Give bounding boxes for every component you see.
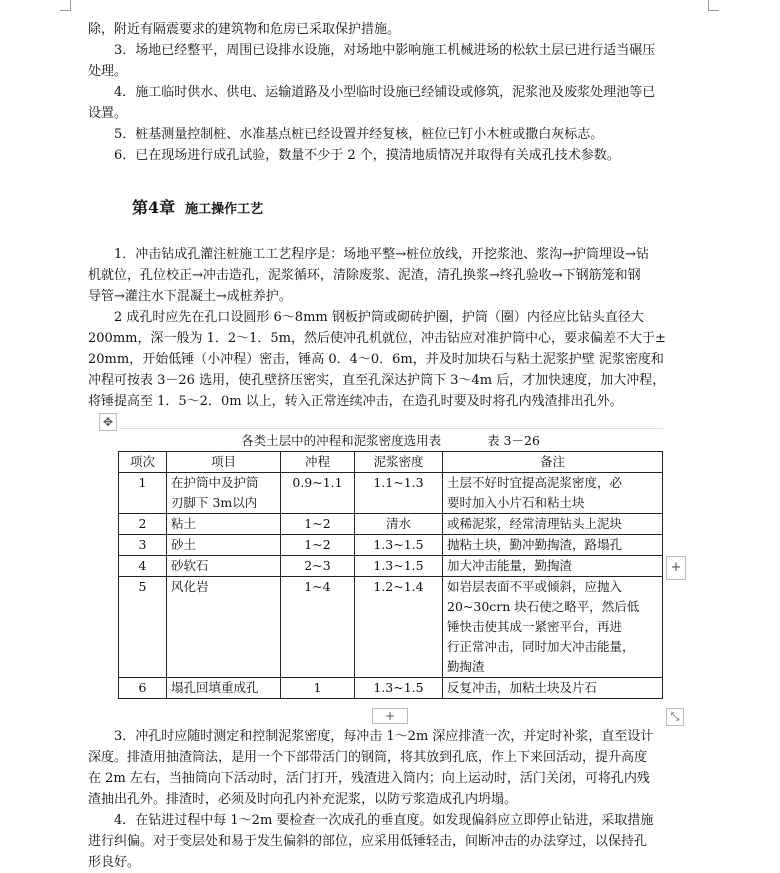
paragraph-line: 渣抽出孔外。排渣时，必须及时向孔内补充泥浆，以防亏浆造成孔内坍塌。 (88, 792, 518, 807)
header-cell: 备注 (443, 452, 663, 473)
table-row (119, 556, 663, 577)
cell-stroke: 0.9~1.1 (281, 473, 355, 514)
header-cell: 泥浆密度 (355, 452, 443, 473)
table-header-row (119, 452, 663, 473)
cell-note: 土层不好时宜提高泥浆密度，必 要时加入小片石和粘土块 (443, 473, 663, 514)
header-cell: 项次 (119, 452, 167, 473)
paragraph-line: 1．冲击钻成孔灌注桩施工工艺程序是：场地平整→桩位放线，开挖浆池、浆沟→护筒埋设→钻 (88, 247, 649, 262)
cell-item: 在护筒中及护筒 刃脚下 3m以内 (167, 473, 281, 514)
add-row-plus-icon[interactable]: + (372, 708, 408, 724)
crop-mark-right (708, 0, 719, 11)
cell-note: 加大冲击能量，勤掏渣 (443, 556, 663, 577)
table-row (119, 577, 663, 678)
paragraph-line: 6．已在现场进行成孔试验，数量不少于 2 个，摸清地质情况并取得有关成孔技术参数。 (88, 148, 620, 163)
cell-no: 5 (119, 577, 167, 678)
table-row (119, 514, 663, 535)
paragraph-line: 3．场地已经整平，周围已设排水设施，对场地中影响施工机械进场的松软土层已进行适当碾压 (88, 43, 656, 58)
paragraph-line: 将锤提高至 1．5～2．0m 以上，转入正常连续冲击，在造孔时要及时将孔内残渣排出孔外。 (88, 394, 623, 409)
paragraph-line: 机就位，孔位校正→冲击造孔，泥浆循环，清除废浆、泥渣，清孔换浆→终孔验收→下钢筋笼和钢 (88, 268, 641, 283)
paragraph-line: 进行纠偏。对于变层处和易于发生偏斜的部位，应采用低锤轻击，间断冲击的办法穿过，以保持孔 (88, 834, 648, 849)
cell-density: 1.3~1.5 (355, 678, 443, 699)
paragraph-line: 冲程可按表 3－26 选用，使孔壁挤压密实，直至孔深达护筒下 3～4m 后，才加快速度，加大冲程， (88, 373, 666, 388)
cell-stroke: 1~2 (281, 535, 355, 556)
paragraph-line: 5．桩基测量控制桩、水准基点桩已经设置并经复核，桩位已钉小木桩或撒白灰标志。 (88, 127, 604, 142)
cell-note: 如岩层表面不平或倾斜，应抛入 20~30crn 块石使之略平，然后低 锤快击使其成一紧密平台，再进 行正常冲击，同时加大冲击能量， 勤掏渣 (443, 577, 663, 678)
cell-no: 4 (119, 556, 167, 577)
cell-no: 6 (119, 678, 167, 699)
cell-item: 砂土 (167, 535, 281, 556)
paragraph-line: 导管→灌注水下混凝土→成桩养护。 (88, 289, 292, 304)
chapter-heading (132, 195, 263, 218)
table-row (119, 678, 663, 699)
paragraph-line: 4．施工临时供水、供电、运输道路及小型临时设施已经铺设或修筑，泥浆池及废浆处理池等已 (88, 85, 656, 100)
table-row (119, 535, 663, 556)
cell-item: 粘土 (167, 514, 281, 535)
cell-density: 清水 (355, 514, 443, 535)
cell-stroke: 1~4 (281, 577, 355, 678)
cell-note: 抛粘土块，勤冲勤掏渣，路塌孔 (443, 535, 663, 556)
cell-stroke: 2~3 (281, 556, 355, 577)
cell-item: 砂软石 (167, 556, 281, 577)
paragraph-line: 200mm，深一般为 1．2～1．5m，然后使冲孔机就位，冲击钻应对准护筒中心，要求偏差不大于± (88, 331, 666, 346)
cell-stroke: 1~2 (281, 514, 355, 535)
chapter-title: 施工操作工艺 (185, 202, 264, 217)
paragraph-line: 深度。排渣用抽渣筒法，是用一个下部带活门的钢筒，将其放到孔底，作上下来回活动，提升高度 (88, 750, 648, 765)
cell-no: 3 (119, 535, 167, 556)
table-move-handle-icon[interactable]: ✥ (99, 413, 117, 431)
crop-mark-left (60, 0, 71, 11)
paragraph-line: 20mm，开始低锤（小冲程）密击，锤高 0．4～0．6m，并及时加块石与粘土泥浆护壁 泥浆密度和 (88, 352, 664, 367)
cell-stroke: 1 (281, 678, 355, 699)
cell-no: 2 (119, 514, 167, 535)
cell-note: 反复冲击，加粘土块及片石 (443, 678, 663, 699)
paragraph-line: 2 成孔时应先在孔口设圆形 6～8mm 钢板护筒或砌砖护圈，护筒（圈）内径应比钻头直径大 (88, 310, 644, 325)
cell-density: 1.1~1.3 (355, 473, 443, 514)
cell-item: 塌孔回填重成孔 (167, 678, 281, 699)
cell-density: 1.3~1.5 (355, 556, 443, 577)
table-caption-title: 各类土层中的冲程和泥浆密度选用表 (241, 433, 442, 448)
cell-item: 风化岩 (167, 577, 281, 678)
paragraph-line: 设置。 (88, 106, 128, 121)
header-cell: 冲程 (281, 452, 355, 473)
paragraph-line: 4．在钻进过程中每 1～2m 要检查一次成孔的垂直度。如发现偏斜应立即停止钻进，采取措施 (88, 813, 654, 828)
paragraph-line: 处理。 (88, 64, 128, 79)
table-resize-handle-icon[interactable]: ⤡ (666, 708, 684, 726)
chapter-number: 第4章 (132, 198, 176, 217)
table-row (119, 473, 663, 514)
cell-no: 1 (119, 473, 167, 514)
cell-density: 1.3~1.5 (355, 535, 443, 556)
table-caption (119, 429, 663, 452)
cell-density: 1.2~1.4 (355, 577, 443, 678)
stroke-density-table (118, 428, 663, 699)
paragraph-line: 3．冲孔时应随时测定和控制泥浆密度，每冲击 1～2m 深应排渣一次，并定时补浆，直至设计 (88, 729, 654, 744)
add-column-plus-icon[interactable]: + (666, 556, 686, 580)
table-caption-number: 表 3－26 (487, 433, 540, 448)
paragraph-line: 形良好。 (88, 855, 141, 870)
paragraph-line: 除，附近有隔震要求的建筑物和危房已采取保护措施。 (88, 22, 401, 37)
paragraph-line: 在 2m 左右，当抽筒向下活动时，活门打开，残渣进入筒内；向上运动时，活门关闭，可将孔内残 (88, 771, 650, 786)
header-cell: 项目 (167, 452, 281, 473)
cell-note: 或稀泥浆，经常清理钻头上泥块 (443, 514, 663, 535)
